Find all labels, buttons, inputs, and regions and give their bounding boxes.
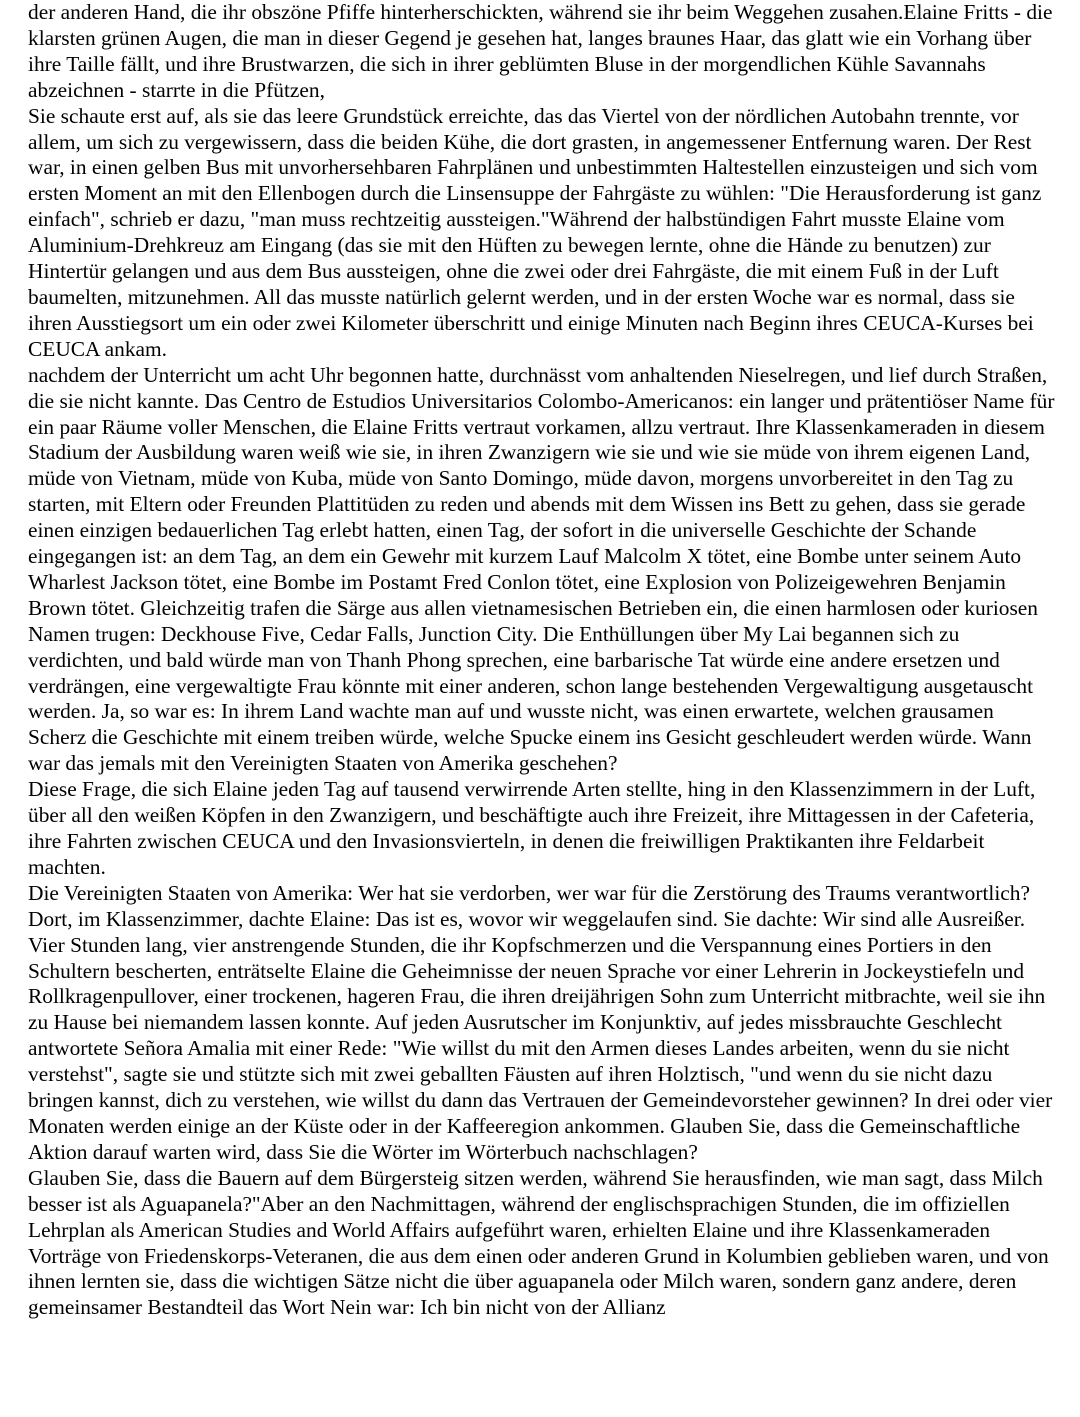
paragraph-5: Die Vereinigten Staaten von Amerika: Wer hat sie verdorben, wer war für die Zerstörung des Traums verantwortlich? Dort, im Klassenzimmer, dachte Elaine: Das ist es, wovor wir weggelaufen sind. Sie dachte: Wir sind alle Ausreißer. [28,880,1030,931]
paragraph-4: Diese Frage, die sich Elaine jeden Tag auf tausend verwirrende Arten stellte, hing in den Klassenzimmern in der Luft, über all den weißen Köpfen in den Zwanzigern, und beschäftigte auch ihre Freizeit, ihre Mittagessen in der Cafeteria, ihre Fahrten zwischen CEUCA und den Invasionsvierteln, in denen die freiwilligen Praktikanten ihre Feldarbeit machten. [28,777,1036,879]
paragraph-7: Glauben Sie, dass die Bauern auf dem Bürgersteig sitzen werden, während Sie herausfinden, wie man sagt, dass Milch besser ist als Aguapanela?"Aber an den Nachmittagen, während der englischsprachigen Stunden, die im offiziellen Lehrplan als American Studies and World Affairs aufgeführt waren, erhielten Elaine und ihre Klassenkameraden Vorträge von Friedenskorps-Veteranen, die aus dem einen oder anderen Grund in Kolumbien geblieben waren, und von ihnen lernten sie, dass die wichtigen Sätze nicht die über aguapanela oder Milch waren, sondern ganz andere, deren gemeinsamer Bestandteil das Wort Nein war: Ich bin nicht von der Allianz [28,1165,1049,1320]
paragraph-1: der anderen Hand, die ihr obszöne Pfiffe hinterherschickten, während sie ihr beim Weggehen zusahen.Elaine Fritts - die klarsten grünen Augen, die man in dieser Gegend je gesehen hat, langes braunes Haar, das glatt wie ein Vorhang über ihre Taille fällt, und ihre Brustwarzen, die sich in ihrer geblümten Bluse in der morgendlichen Kühle Savannahs abzeichnen - starrte in die Pfützen, [28,0,1053,102]
document-page [28,0,1056,1321]
paragraph-3: nachdem der Unterricht um acht Uhr begonnen hatte, durchnässt vom anhaltenden Nieselregen, und lief durch Straßen, die sie nicht kannte. Das Centro de Estudios Universitarios Colombo-Americanos: ein langer und prätentiöser Name für ein paar Räume voller Menschen, die Elaine Fritts vertraut vorkamen, allzu vertraut. Ihre Klassenkameraden in diesem Stadium der Ausbildung waren weiß wie sie, in ihren Zwanzigern wie sie und wie sie müde von ihrem eigenen Land, müde von Vietnam, müde von Kuba, müde von Santo Domingo, müde davon, morgens unvorbereitet in den Tag zu starten, mit Eltern oder Freunden Plattitüden zu reden und abends mit dem Wissen ins Bett zu gehen, dass sie gerade einen einzigen bedauerlichen Tag erlebt hatten, einen Tag, der sofort in die universelle Geschichte der Schande eingegangen ist: an dem Tag, an dem ein Gewehr mit kurzem Lauf Malcolm X tötet, eine Bombe unter seinem Auto Wharlest Jackson tötet, eine Bombe im Postamt Fred Conlon tötet, eine Explosion von Polizeigewehren Benjamin Brown tötet. Gleichzeitig trafen die Särge aus allen vietnamesischen Betrieben ein, die einen harmlosen oder kuriosen Namen trugen: Deckhouse Five, Cedar Falls, Junction City. Die Enthüllungen über My Lai begannen sich zu verdichten, und bald würde man von Thanh Phong sprechen, eine barbarische Tat würde eine andere ersetzen und verdrängen, eine vergewaltigte Frau könnte mit einer anderen, schon lange bestehenden Vergewaltigung ausgetauscht werden. Ja, so war es: In ihrem Land wachte man auf und wusste nicht, was einen erwartete, welchen grausamen Scherz die Geschichte mit einem treiben würde, welche Spucke einem ins Gesicht geschleudert werden würde. Wann war das jemals mit den Vereinigten Staaten von Amerika geschehen? [28,362,1055,776]
paragraph-6: Vier Stunden lang, vier anstrengende Stunden, die ihr Kopfschmerzen und die Verspannung eines Portiers in den Schultern bescherten, enträtselte Elaine die Geheimnisse der neuen Sprache vor einer Lehrerin in Jockeystiefeln und Rollkragenpullover, einer trockenen, hageren Frau, die ihren dreijährigen Sohn zum Unterricht mitbrachte, weil sie ihn zu Hause bei niemandem lassen konnte. Auf jeden Ausrutscher im Konjunktiv, auf jedes missbrauchte Geschlecht antwortete Señora Amalia mit einer Rede: "Wie willst du mit den Armen dieses Landes arbeiten, wenn du sie nicht verstehst", sagte sie und stützte sich mit zwei geballten Fäusten auf ihren Holztisch, "und wenn du sie nicht dazu bringen kannst, dich zu verstehen, wie willst du dann das Vertrauen der Gemeindevorsteher gewinnen? In drei oder vier Monaten werden einige an der Küste oder in der Kaffeeregion ankommen. Glauben Sie, dass die Gemeinschaftliche Aktion darauf warten wird, dass Sie die Wörter im Wörterbuch nachschlagen? [28,932,1053,1164]
paragraph-2: Sie schaute erst auf, als sie das leere Grundstück erreichte, das das Viertel von der nördlichen Autobahn trennte, vor allem, um sich zu vergewissern, dass die beiden Kühe, die dort grasten, in angemessener Entfernung waren. Der Rest war, in einen gelben Bus mit unvorhersehbaren Fahrplänen und unbestimmten Haltestellen einzusteigen und sich vom ersten Moment an mit den Ellenbogen durch die Linsensuppe der Fahrgäste zu wühlen: "Die Herausforderung ist ganz einfach", schrieb er dazu, "man muss rechtzeitig aussteigen."Während der halbstündigen Fahrt musste Elaine vom Aluminium-Drehkreuz am Eingang (das sie mit den Hüften zu bewegen lernte, ohne die Hände zu benutzen) zur Hintertür gelangen und aus dem Bus aussteigen, ohne die zwei oder drei Fahrgäste, die mit einem Fuß in der Luft baumelten, mitzunehmen. All das musste natürlich gelernt werden, und in der ersten Woche war es normal, dass sie ihren Ausstiegsort um ein oder zwei Kilometer überschritt und einige Minuten nach Beginn ihres CEUCA-Kurses bei CEUCA ankam. [28,103,1042,361]
